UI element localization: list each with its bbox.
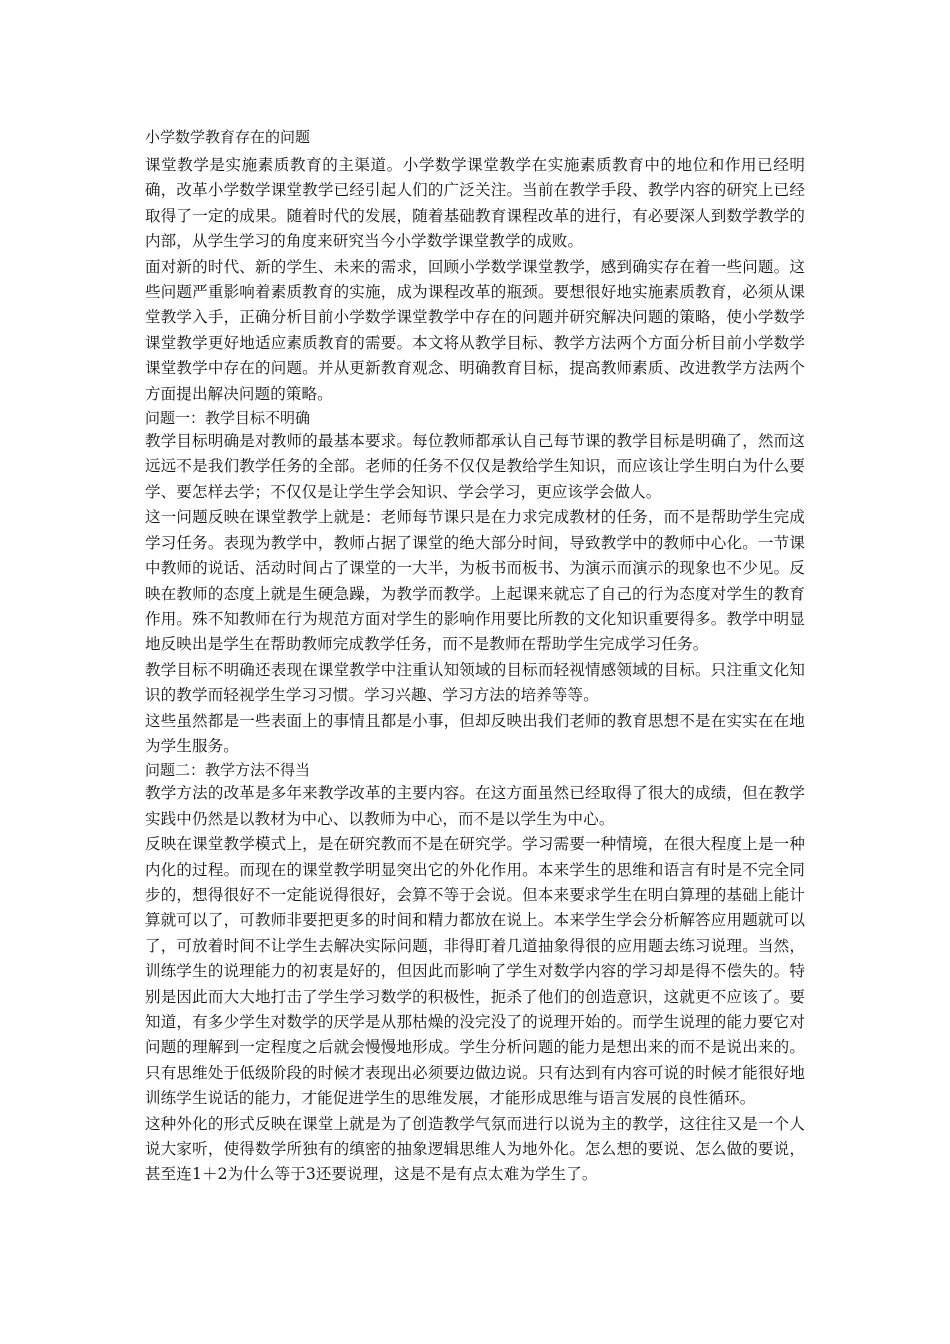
paragraph: 这一问题反映在课堂教学上就是：老师每节课只是在力求完成教材的任务，而不是帮助学生完成学习任务。表现为教学中，教师占据了课堂的绝大部分时间，导致教学中的教师中心化。一节课中教师的说话、活动时间占了课堂的一大半，为板书而板书、为演示而演示的现象也不少见。反映在教师的态度上就是生硬急躁，为教学而教学。上起课来就忘了自己的行为态度对学生的教育作用。殊不知教师在行为规范方面对学生的影响作用要比所教的文化知识重要得多。教学中明显地反映出是学生在帮助教师完成教学任务，而不是教师在帮助学生完成学习任务。	[145, 508, 805, 654]
paragraph: 课堂教学是实施素质教育的主渠道。小学数学课堂教学在实施素质教育中的地位和作用已经明确，改革小学数学课堂教学已经引起人们的广泛关注。当前在教学手段、教学内容的研究上已经取得了一定的成果。随着时代的发展，随着基础教育课程改革的进行，有必要深人到数学教学的内部，从学生学习的角度来研究当今小学数学课堂教学的成败。	[145, 156, 805, 251]
paragraph: 教学目标不明确还表现在课堂教学中注重认知领域的目标而轻视情感领域的目标。只注重文化知识的教学而轻视学生学习习惯。学习兴趣、学习方法的培养等等。	[145, 660, 805, 705]
paragraph: 这种外化的形式反映在课堂上就是为了创造教学气氛而进行以说为主的教学，这往往又是一个人说大家听，使得数学所独有的缜密的抽象逻辑思维人为地外化。怎么想的要说、怎么做的要说，甚至连1＋2为什么等于3还要说理，这是不是有点太难为学生了。	[145, 1114, 805, 1184]
paragraph: 反映在课堂教学模式上，是在研究教而不是在研究学。学习需要一种情境，在很大程度上是一种内化的过程。而现在的课堂教学明显突出它的外化作用。本来学生的思维和语言有时是不完全同步的，想得很好不一定能说得很好，会算不等于会说。但本来要求学生在明白算理的基础上能计算就可以了，可教师非要把更多的时间和精力都放在说上。本来学生学会分析解答应用题就可以了，可放着时间不让学生去解决实际问题，非得盯着几道抽象得很的应用题去练习说理。当然，训练学生的说理能力的初衷是好的，但因此而影响了学生对数学内容的学习却是得不偿失的。特别是因此而大大地打击了学生学习数学的积极性，扼杀了他们的创造意识，这就更不应该了。要知道，有多少学生对数学的厌学是从那枯燥的没完没了的说理开始的。而学生说理的能力要它对问题的理解到一定程度之后就会慢慢地形成。学生分析问题的能力是想出来的而不是说出来的。只有思维处于低级阶段的时候才表现出必须要边做边说。只有达到有内容可说的时候才能很好地训练学生说话的能力，才能促进学生的思维发展，才能形成思维与语言发展的良性循环。	[145, 835, 805, 1108]
paragraph: 面对新的时代、新的学生、未来的需求，回顾小学数学课堂教学，感到确实存在着一些问题。这些问题严重影响着素质教育的实施，成为课程改革的瓶颈。要想很好地实施素质教育，必须从课堂教学入手，正确分析目前小学数学课堂教学中存在的问题并研究解决问题的策略，使小学数学课堂教学更好地适应素质教育的需要。本文将从教学目标、教学方法两个方面分析目前小学数学课堂教学中存在的问题。并从更新教育观念、明确教育目标，提高教师素质、改进教学方法两个方面提出解决问题的策略。	[145, 257, 805, 403]
paragraph: 这些虽然都是一些表面上的事情且都是小事，但却反映出我们老师的教育思想不是在实实在在地为学生服务。	[145, 711, 805, 755]
document-page	[145, 126, 805, 1188]
section-heading: 问题二：教学方法不得当	[145, 761, 311, 780]
paragraph: 教学方法的改革是多年来教学改革的主要内容。在这方面虽然已经取得了很大的成绩，但在教学实践中仍然是以教材为中心、以教师为中心，而不是以学生为中心。	[145, 784, 805, 828]
paragraph: 教学目标明确是对教师的最基本要求。每位教师都承认自己每节课的教学目标是明确了，然而这远远不是我们教学任务的全部。老师的任务不仅仅是教给学生知识，而应该让学生明白为什么要学、要怎样去学；不仅仅是让学生学会知识、学会学习，更应该学会做人。	[145, 432, 805, 501]
document-title: 小学数学教育存在的问题	[145, 128, 311, 146]
section-heading: 问题一：教学目标不明确	[145, 409, 311, 428]
